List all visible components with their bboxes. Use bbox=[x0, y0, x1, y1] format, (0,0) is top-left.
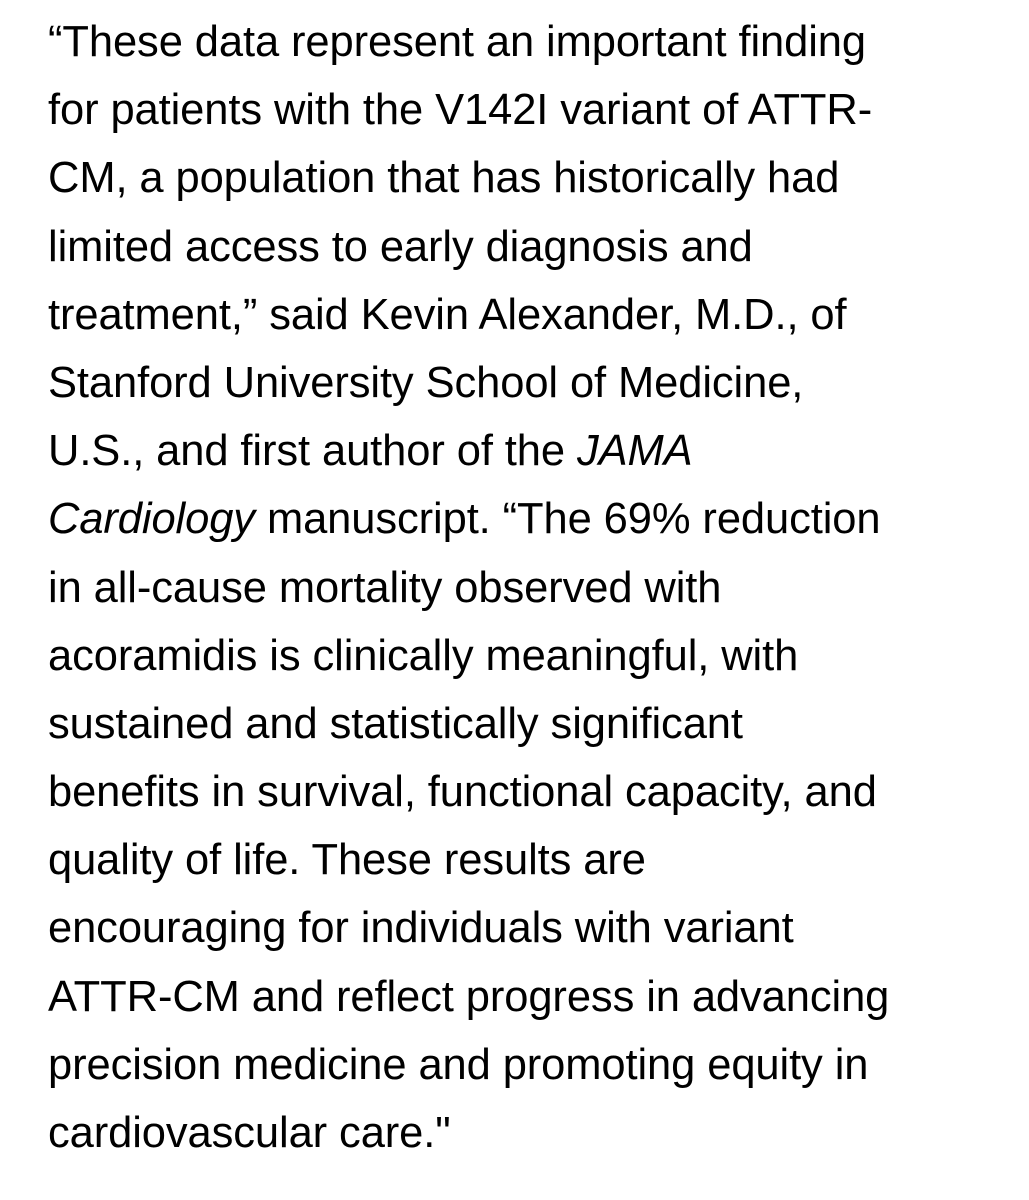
quote-line: Stanford University School of Medicine, bbox=[48, 358, 804, 407]
quote-line: ATTR-CM and reflect progress in advancing bbox=[48, 972, 890, 1021]
quote-line: quality of life. These results are bbox=[48, 836, 646, 885]
journal-name-part-2: Cardiology bbox=[48, 495, 255, 544]
quote-line: for patients with the V142I variant of ATTR- bbox=[48, 86, 873, 135]
quote-line: U.S., and first author of the JAMA bbox=[48, 427, 693, 476]
quote-line: “These data represent an important finding bbox=[48, 18, 866, 66]
quote-line: in all-cause mortality observed with bbox=[48, 563, 722, 612]
quote-line: limited access to early diagnosis and bbox=[48, 222, 753, 271]
quote-line: CM, a population that has historically had bbox=[48, 154, 840, 203]
quote-line: Cardiology manuscript. “The 69% reduction bbox=[48, 495, 881, 544]
quote-line: precision medicine and promoting equity in bbox=[48, 1040, 869, 1089]
quote-line: cardiovascular care." bbox=[48, 1109, 451, 1157]
quote-paragraph bbox=[48, 8, 1008, 1167]
quote-line: acoramidis is clinically meaningful, with bbox=[48, 631, 799, 680]
quote-line: sustained and statistically significant bbox=[48, 699, 743, 748]
journal-name-part-1: JAMA bbox=[576, 427, 693, 476]
quote-line: encouraging for individuals with variant bbox=[48, 904, 794, 953]
quote-line: benefits in survival, functional capacity, and bbox=[48, 768, 877, 817]
quote-line: treatment,” said Kevin Alexander, M.D., of bbox=[48, 290, 847, 339]
